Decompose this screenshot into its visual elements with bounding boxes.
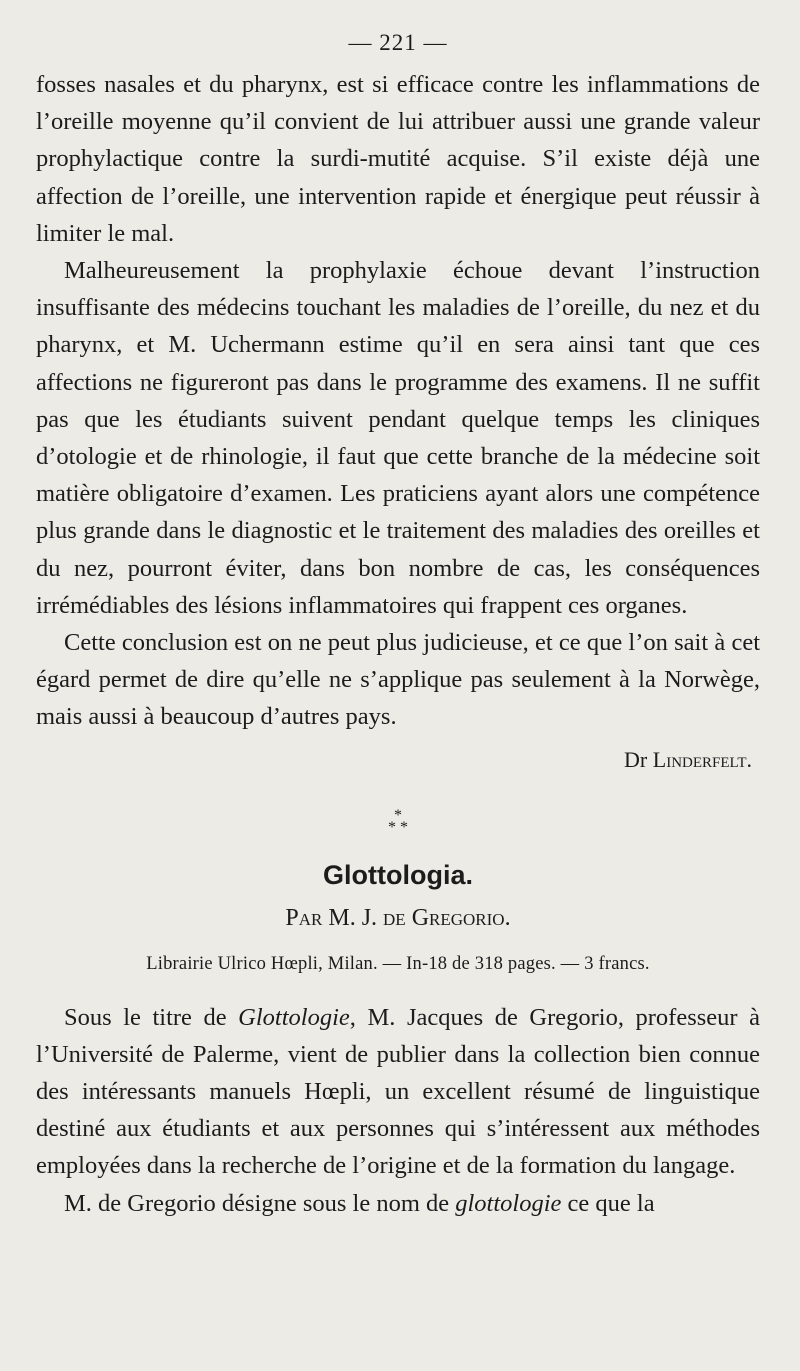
paragraph-2: Malheureusement la prophylaxie échoue devant l’instruction insuffisante des médecins touchant les maladies de l’oreille, du nez et du pharynx, et M. Uchermann estime qu’il en sera ainsi tant que ces affections ne figureront pas dans le programme des examens. Il ne suffit pas que les étudiants suivent pendant quelque temps les cliniques d’otologie et de rhinologie, il faut que cette branche de la médecine soit matière obligatoire d’examen. Les praticiens ayant alors une compétence plus grande dans le diagnostic et le traitement des maladies des oreilles et du nez, pourront éviter, dans bon nombre de cas, les conséquences irrémédiables des lésions inflammatoires qui frappent ces organes. <box>36 257 760 619</box>
review-title: Glottologia. <box>323 859 473 890</box>
p4-text-end: , M. Jacques de Gregorio, professeur à l’Université de Palerme, vient de publier dans la collection bien connue des intéressants manuels Hœpli, un excellent résumé de linguistique destiné aux étudiants et aux personnes qui s’intéressent aux méthodes employées dans la recherche de l’origine et de la formation du langage. <box>36 1003 760 1180</box>
p4-book-title: Glottologie <box>238 1003 350 1031</box>
paragraph-5 <box>36 1185 760 1222</box>
p5-term: glottologie <box>455 1189 562 1217</box>
paragraph-1: fosses nasales et du pharynx, est si efficace contre les inflammations de l’oreille moyenne qu’il convient de lui attribuer aussi une grande valeur prophylactique contre la surdi-mutité acquise. S’il existe déjà une affection de l’oreille, une intervention rapide et énergique peut réussir à limiter le mal. <box>36 71 760 247</box>
review-byline: Par M. J. de Gregorio. <box>285 904 511 931</box>
author-signature <box>36 740 752 780</box>
separator-bottom-stars: * * <box>388 818 408 836</box>
p5-text-start: M. de Gregorio désigne sous le nom de <box>64 1189 456 1217</box>
page-number: — 221 — <box>348 30 448 55</box>
section-separator <box>36 806 760 836</box>
signature-name: Linderfelt. <box>652 746 752 772</box>
bibliographic-line: Librairie Ulrico Hœpli, Milan. — In-18 de 318 pages. — 3 francs. <box>146 953 650 974</box>
signature-prefix: Dr <box>624 746 648 772</box>
paragraph-3: Cette conclusion est on ne peut plus judicieuse, et ce que l’on sait à cet égard permet de dire qu’elle ne s’applique pas seulement à la Norwège, mais aussi à beaucoup d’autres pays. <box>36 629 760 731</box>
paragraph-4 <box>36 999 760 1185</box>
p5-text-end: ce que la <box>561 1189 655 1217</box>
separator-top-star: * <box>394 806 402 824</box>
p4-text-start: Sous le titre de <box>64 1003 239 1031</box>
